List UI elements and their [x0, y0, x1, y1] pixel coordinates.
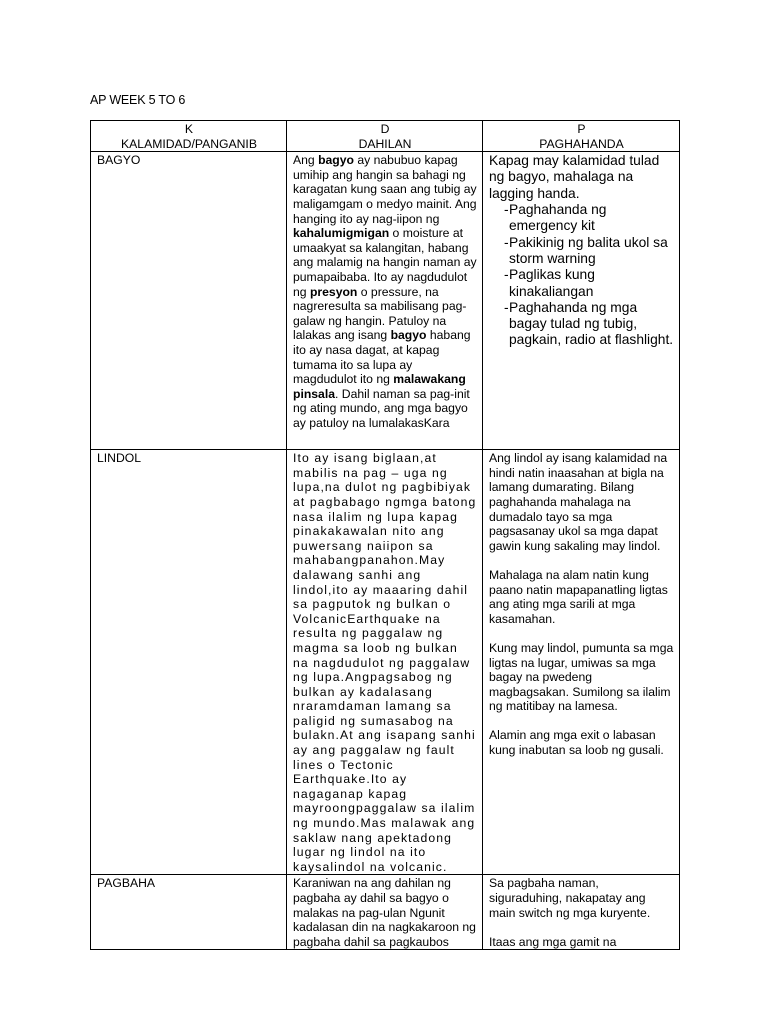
table-header-row [91, 121, 680, 152]
dahilan-cell [287, 152, 483, 450]
paghahanda-paragraph: Itaas ang mga gamit na [489, 934, 617, 949]
paghahanda-paragraph: Ang lindol ay isang kalamidad na hindi natin inaasahan at bigla na lamang dumarating. Bilang paghahanda mahalaga na dumadalo tayo sa mga pagsasanay ukol sa mga dapat gawin kung sakaling may lindol. [489, 451, 668, 553]
bold-term: bagyo [390, 328, 427, 343]
table-row [91, 450, 680, 875]
text-fragment: o moisture at umaakyat sa kalangitan, habang ang malamig na hangin naman ay pumapaibaba. Ito ay nagdudulot ng [293, 226, 477, 299]
kalamidad-cell: LINDOL [91, 450, 287, 875]
text-fragment: . Dahil naman sa pag-init ng ating mundo, ang mga bagyo ay patuloy na lumalakasKara [293, 386, 470, 430]
bold-term: presyon [309, 284, 358, 299]
header-dahilan [287, 121, 483, 152]
paghahanda-paragraph: Kung may lindol, pumunta sa mga ligtas na lugar, umiwas sa mga bagay na pwedeng magbagsakan. Sumilong sa ilalim ng matitibay na lamesa. [489, 640, 674, 714]
header-label: KALAMIDAD/PANGANIB [121, 136, 257, 151]
bold-term: malawakang pinsala [293, 372, 466, 401]
list-item-text: Paghahanda ng emergency kit [509, 202, 607, 234]
paghahanda-cell [483, 152, 680, 450]
paghahanda-cell [483, 450, 680, 875]
list-item: - Pakikinig ng balita ukol sa storm warning [504, 234, 668, 266]
list-item-text: Paglikas kung kinakaliangan [509, 267, 595, 299]
paghahanda-paragraph: Mahalaga na alam natin kung paano natin mapapanatling ligtas ang ating mga sarili at mga kasamahan. [489, 567, 668, 626]
bold-term: bagyo [318, 153, 354, 168]
dahilan-cell [287, 450, 483, 875]
header-label: PAGHAHANDA [539, 136, 624, 151]
list-item: - Paghahanda ng mga bagay tulad ng tubig, pagkain, radio at flashlight. [504, 299, 674, 348]
dahilan-text: Karaniwan na ang dahilan ng pagbaha ay dahil sa bagyo o malakas na pag-ulan Ngunit kadalasan din na nagkakaroon ng pagbaha dahil sa pagkaubos [293, 876, 476, 949]
kalamidad-cell: BAGYO [91, 152, 287, 450]
dahilan-text [293, 153, 477, 430]
paghahanda-paragraph: Alamin ang mga exit o labasan kung inabutan sa loob ng gusali. [489, 728, 664, 758]
list-item: - Paghahanda ng emergency kit [504, 202, 607, 234]
text-fragment: habang ito ay nasa dagat, at kapag tumama ito sa lupa ay magdudulot ito ng [293, 328, 471, 387]
text-fragment: Ang [293, 153, 319, 168]
kalamidad-cell: PAGBAHA [91, 875, 287, 950]
text-fragment: o pressure, na nagreresulta sa mabilisang pag-galaw ng hangin. Patuloy na lalakas ang isang [293, 284, 467, 343]
header-letter: P [577, 122, 586, 136]
list-item-text: Paghahanda ng mga bagay tulad ng tubig, pagkain, radio at flashlight. [509, 299, 674, 348]
table-row [91, 875, 680, 950]
bold-term: kahalumigmigan [293, 226, 390, 241]
paghahanda-cell [483, 875, 680, 950]
header-kalamidad [91, 121, 287, 152]
paghahanda-list [489, 202, 674, 349]
list-item-text: Pakikinig ng balita ukol sa storm warning [509, 234, 668, 266]
text-fragment: ay nabubuo kapag umihip ang hangin sa bahagi ng karagatan kung saan ang tubig ay maligamgam o medyo mainit. Ang hanging ito ay nag-iipon ng [293, 153, 477, 226]
page-title: AP WEEK 5 TO 6 [90, 93, 186, 107]
dahilan-text: Ito ay isang biglaan,at mabilis na pag – uga ng lupa,na dulot ng pagbibiyak at pagbabago ngmga batong nasa ilalim ng lupa kapag pinakakawalan nito ang puwersang naiipon sa mahabangpanahon.May dalawang sanhi ang lindol,ito ay maaaring dahil sa pagputok ng bulkan o VolcanicEarthquake na resulta ng paggalaw ng magma sa loob ng bulkan na nagdudulot ng paggalaw ng lupa.Angpagsabog ng bulkan ay kadalasang nraramdaman lamang sa paligid ng sumasabog na bulakn.At ang isapang sanhi ay ang paggalaw ng fault lines o Tectonic Earthquake.Ito ay nagaganap kapag mayroongpaggalaw sa ilalim ng mundo.Mas malawak ang saklaw nang apektadong lugar ng lindol na ito kaysalindol na volcanic. [293, 451, 477, 874]
header-letter: D [380, 122, 390, 136]
header-letter: K [184, 122, 194, 136]
table-row [91, 152, 680, 450]
dahilan-cell [287, 875, 483, 950]
kdp-table [90, 120, 680, 950]
list-item: - Paglikas kung kinakaliangan [504, 267, 595, 299]
header-paghahanda [483, 121, 680, 152]
header-label: DAHILAN [358, 136, 412, 151]
paghahanda-paragraph: Sa pagbaha naman, siguraduhing, nakapatay ang main switch ng mga kuryente. [489, 876, 651, 920]
paghahanda-intro: Kapag may kalamidad tulad ng bagyo, mahalaga na lagging handa. [489, 153, 660, 201]
